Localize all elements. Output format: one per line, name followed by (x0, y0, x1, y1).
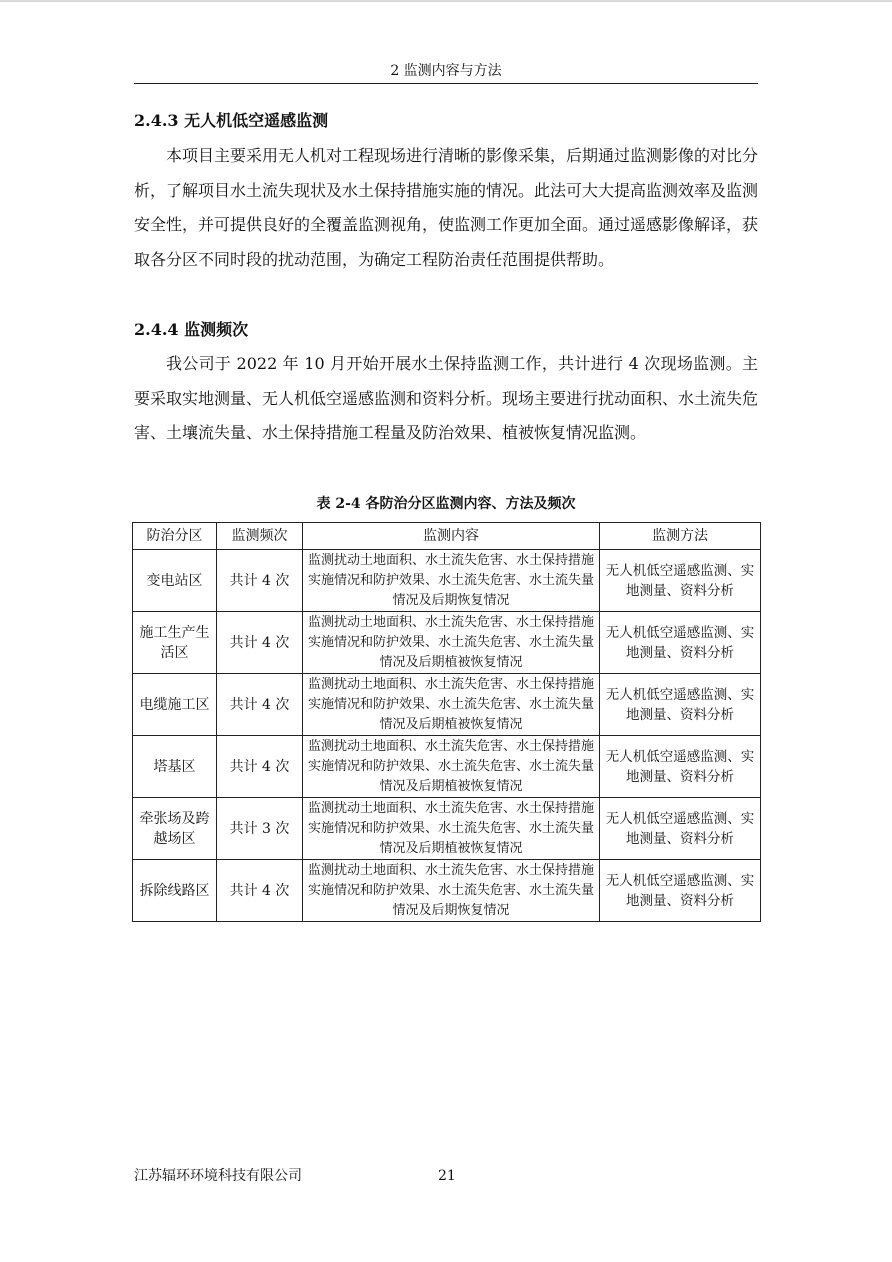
section-heading-2-4-3: 2.4.3 无人机低空遥感监测 (134, 111, 329, 130)
header-zone: 防治分区 (133, 523, 217, 550)
zone-cell: 塔基区 (133, 736, 217, 798)
page-top-edge (0, 0, 892, 2)
zone-cell: 电缆施工区 (133, 674, 217, 736)
frequency-cell: 共计 4 次 (217, 612, 303, 674)
footer-company: 江苏辐环环境科技有限公司 (134, 1168, 302, 1184)
section-heading-2-4-4: 2.4.4 监测频次 (134, 320, 249, 339)
header-content: 监测内容 (303, 523, 600, 550)
header-rule (134, 83, 758, 84)
frequency-cell: 共计 4 次 (217, 736, 303, 798)
page-number: 21 (438, 1168, 456, 1184)
frequency-cell: 共计 4 次 (217, 674, 303, 736)
table-row (133, 674, 761, 736)
content-cell: 监测扰动土地面积、水土流失危害、水土保持措施实施情况和防护效果、水土流失危害、水土流失量情况及后期恢复情况 (303, 860, 600, 922)
section-2-4-3-paragraph: 本项目主要采用无人机对工程现场进行清晰的影像采集，后期通过监测影像的对比分析，了解项目水土流失现状及水土保持措施实施的情况。此法可大大提高监测效率及监测安全性，并可提供良好的全覆盖监测视角，使监测工作更加全面。通过遥感影像解译，获取各分区不同时段的扰动范围，为确定工程防治责任范围提供帮助。 (134, 146, 759, 269)
monitoring-table (132, 522, 761, 922)
method-cell: 无人机低空遥感监测、实地测量、资料分析 (600, 798, 761, 860)
table-row (133, 612, 761, 674)
method-cell: 无人机低空遥感监测、实地测量、资料分析 (600, 860, 761, 922)
content-cell: 监测扰动土地面积、水土流失危害、水土保持措施实施情况和防护效果、水土流失危害、水土流失量情况及后期植被恢复情况 (303, 798, 600, 860)
content-cell: 监测扰动土地面积、水土流失危害、水土保持措施实施情况和防护效果、水土流失危害、水土流失量情况及后期恢复情况 (303, 550, 600, 612)
content-cell: 监测扰动土地面积、水土流失危害、水土保持措施实施情况和防护效果、水土流失危害、水土流失量情况及后期植被恢复情况 (303, 612, 600, 674)
running-header: 2 监测内容与方法 (390, 63, 502, 79)
content-cell: 监测扰动土地面积、水土流失危害、水土保持措施实施情况和防护效果、水土流失危害、水土流失量情况及后期植被恢复情况 (303, 674, 600, 736)
header-method: 监测方法 (600, 523, 761, 550)
method-cell: 无人机低空遥感监测、实地测量、资料分析 (600, 736, 761, 798)
method-cell: 无人机低空遥感监测、实地测量、资料分析 (600, 674, 761, 736)
method-cell: 无人机低空遥感监测、实地测量、资料分析 (600, 550, 761, 612)
header-frequency: 监测频次 (217, 523, 303, 550)
table-row (133, 798, 761, 860)
table-row (133, 860, 761, 922)
method-cell: 无人机低空遥感监测、实地测量、资料分析 (600, 612, 761, 674)
table-caption: 表 2-4 各防治分区监测内容、方法及频次 (316, 496, 576, 512)
section-2-4-4-paragraph: 我公司于 2022 年 10 月开始开展水土保持监测工作，共计进行 4 次现场监测。主要采取实地测量、无人机低空遥感监测和资料分析。现场主要进行扰动面积、水土流失危害、土壤流失量、水土保持措施工程量及防治效果、植被恢复情况监测。 (134, 354, 759, 442)
table-row (133, 736, 761, 798)
table-row (133, 550, 761, 612)
zone-cell: 拆除线路区 (133, 860, 217, 922)
frequency-cell: 共计 3 次 (217, 798, 303, 860)
zone-cell: 牵张场及跨越场区 (133, 798, 217, 860)
frequency-cell: 共计 4 次 (217, 550, 303, 612)
zone-cell: 变电站区 (133, 550, 217, 612)
frequency-cell: 共计 4 次 (217, 860, 303, 922)
content-cell: 监测扰动土地面积、水土流失危害、水土保持措施实施情况和防护效果、水土流失危害、水土流失量情况及后期植被恢复情况 (303, 736, 600, 798)
table-header-row (133, 523, 761, 550)
zone-cell: 施工生产生活区 (133, 612, 217, 674)
